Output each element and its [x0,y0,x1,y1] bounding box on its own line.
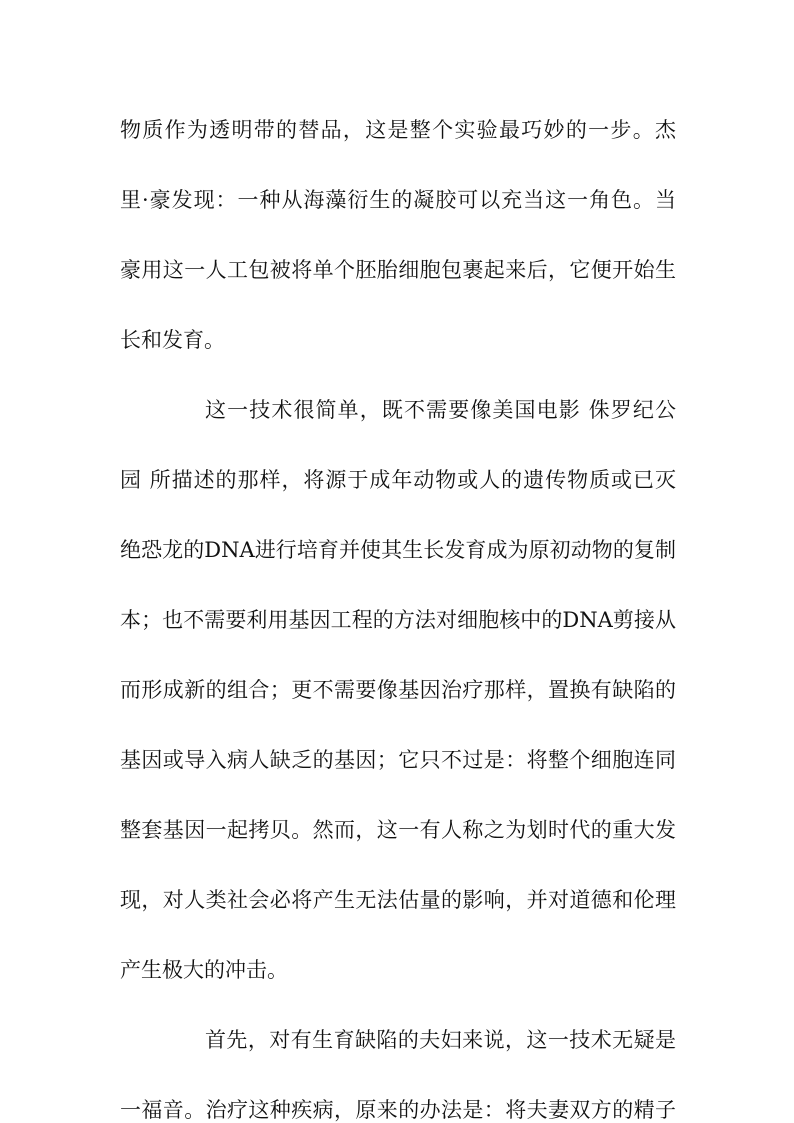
text-line: 整套基因一起拷贝。然而，这一有人称之为划时代的重大发 [120,818,676,842]
text-line: 长和发育。 [120,328,225,352]
text-line: 本；也不需要利用基因工程的方法对细胞核中的DNA剪接从 [120,608,676,632]
text-line: 绝恐龙的DNA进行培育并使其生长发育成为原初动物的复制 [120,538,676,562]
text-line: 里·豪发现：一种从海藻衍生的凝胶可以充当这一角色。当 [120,188,676,212]
text-line: 豪用这一人工包被将单个胚胎细胞包裹起来后，它便开始生 [120,258,676,282]
text-line: 一福音。治疗这种疾病，原来的办法是：将夫妻双方的精子 [120,1098,676,1122]
text-line: 园 所描述的那样，将源于成年动物或人的遗传物质或已灭 [120,468,676,492]
paragraph-first-line: 这一技术很简单，既不需要像美国电影 侏罗纪公 [205,398,676,422]
text-line: 基因或导入病人缺乏的基因；它只不过是：将整个细胞连同 [120,748,676,772]
paragraph-first-line: 首先，对有生育缺陷的夫妇来说，这一技术无疑是 [205,1028,676,1052]
text-line: 产生极大的冲击。 [120,958,288,982]
text-line: 而形成新的组合；更不需要像基因治疗那样，置换有缺陷的 [120,678,676,702]
text-line: 现，对人类社会必将产生无法估量的影响，并对道德和伦理 [120,888,676,912]
text-line: 物质作为透明带的替品，这是整个实验最巧妙的一步。杰 [120,118,676,142]
